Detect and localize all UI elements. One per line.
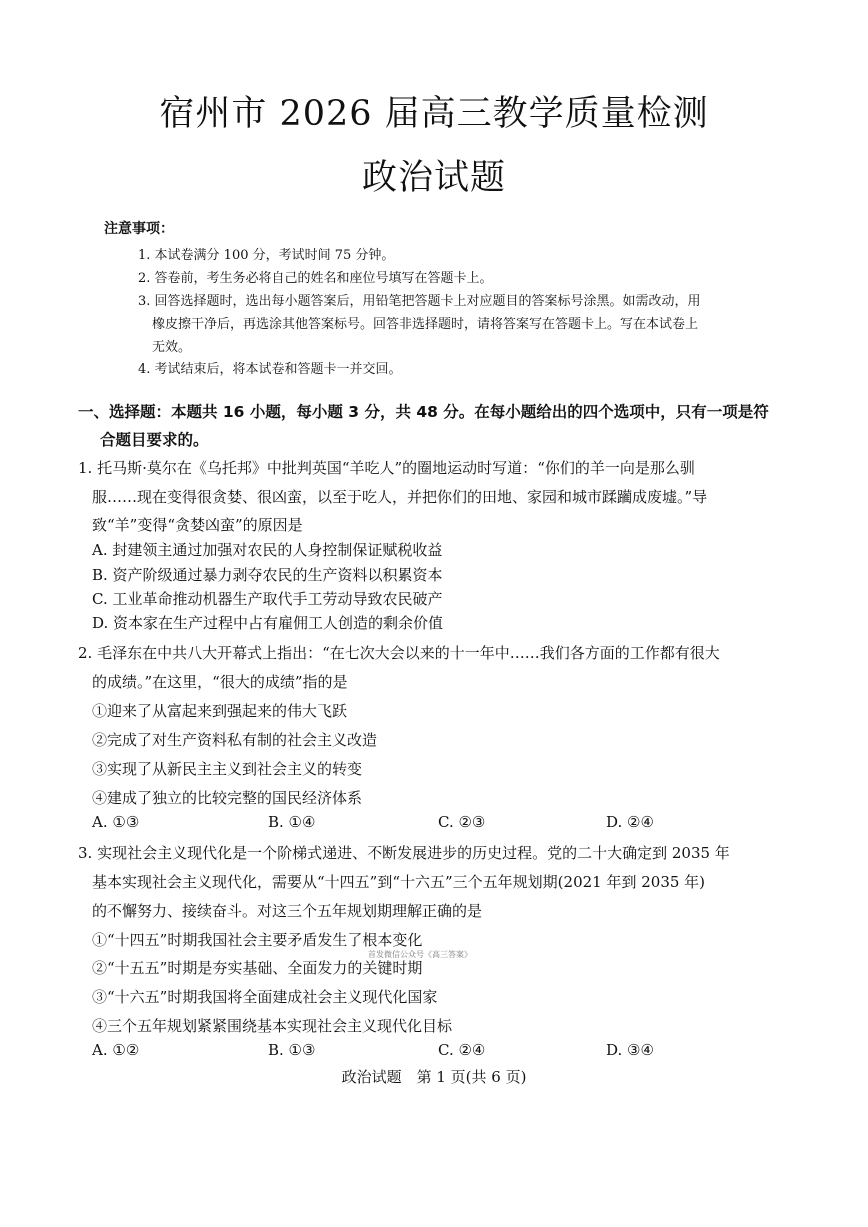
notice-item: 1. 本试卷满分 100 分，考试时间 75 分钟。: [138, 248, 395, 263]
q2-choice-c: C. ②③: [438, 813, 486, 831]
q3-choice-c: C. ②④: [438, 1041, 486, 1059]
watermark: 首发微信公众号《高三答案》: [368, 950, 472, 959]
q3-item: ④三个五年规划紧紧围绕基本实现社会主义现代化目标: [92, 1017, 453, 1035]
exam-title: 宿州市 2026 届高三教学质量检测: [159, 94, 709, 134]
q2-choice-d: D. ②④: [606, 813, 654, 831]
section-heading-cont: 合题目要求的。: [100, 431, 209, 449]
q1-option-a: A. 封建领主通过加强对农民的人身控制保证赋税收益: [92, 541, 443, 559]
q2-stem-line: 2. 毛泽东在中共八大开幕式上指出：“在七次大会以来的十一年中……我们各方面的工作都有很大: [78, 644, 720, 662]
q2-stem-line: 的成绩。”在这里，“很大的成绩”指的是: [92, 673, 348, 691]
q1-stem-line: 致“羊”变得“贪婪凶蛮”的原因是: [92, 516, 303, 534]
exam-subtitle: 政治试题: [361, 158, 506, 198]
page-footer: 政治试题 第 1 页(共 6 页): [341, 1068, 527, 1086]
q3-item: ①“十四五”时期我国社会主要矛盾发生了根本变化: [92, 931, 423, 949]
q2-item: ②完成了对生产资料私有制的社会主义改造: [92, 731, 378, 749]
q1-option-b: B. 资产阶级通过暴力剥夺农民的生产资料以积累资本: [92, 566, 443, 584]
notice-item: 3. 回答选择题时，选出每小题答案后，用铅笔把答题卡上对应题目的答案标号涂黑。如需改动，用: [138, 294, 701, 309]
section-heading: 一、选择题：本题共 16 小题，每小题 3 分，共 48 分。在每小题给出的四个选项中，只有一项是符: [78, 403, 769, 421]
q1-option-c: C. 工业革命推动机器生产取代手工劳动导致农民破产: [92, 590, 443, 608]
q3-choice-d: D. ③④: [606, 1041, 654, 1059]
q2-item: ①迎来了从富起来到强起来的伟大飞跃: [92, 702, 348, 720]
q3-choice-b: B. ①③: [268, 1041, 316, 1059]
q3-item: ②“十五五”时期是夯实基础、全面发力的关键时期: [92, 959, 423, 977]
notice-item: 2. 答卷前，考生务必将自己的姓名和座位号填写在答题卡上。: [138, 271, 493, 286]
q3-choice-a: A. ①②: [92, 1041, 140, 1059]
q2-item: ④建成了独立的比较完整的国民经济体系: [92, 789, 363, 807]
q2-choice-a: A. ①③: [92, 813, 140, 831]
notice-item: 4. 考试结束后，将本试卷和答题卡一并交回。: [138, 362, 402, 377]
q1-option-d: D. 资本家在生产过程中占有雇佣工人创造的剩余价值: [92, 614, 444, 632]
q1-stem-line: 服……现在变得很贪婪、很凶蛮，以至于吃人，并把你们的田地、家园和城市蹂躏成废墟。”导: [92, 488, 708, 506]
q1-stem-line: 1. 托马斯·莫尔在《乌托邦》中批判英国“羊吃人”的圈地运动时写道：“你们的羊一向是那么驯: [78, 459, 695, 477]
q2-choice-b: B. ①④: [268, 813, 316, 831]
q3-stem-line: 3. 实现社会主义现代化是一个阶梯式递进、不断发展进步的历史过程。党的二十大确定到 2035 年: [78, 844, 730, 862]
notice-heading: 注意事项：: [104, 221, 174, 237]
notice-item-cont: 橡皮擦干净后，再选涂其他答案标号。回答非选择题时，请将答案写在答题卡上。写在本试卷上: [152, 317, 699, 332]
notice-item-cont: 无效。: [152, 340, 192, 355]
q3-item: ③“十六五”时期我国将全面建成社会主义现代化国家: [92, 988, 438, 1006]
q3-stem-line: 的不懈努力、接续奋斗。对这三个五年规划期理解正确的是: [92, 902, 483, 920]
q3-stem-line: 基本实现社会主义现代化，需要从“十四五”到“十六五”三个五年规划期(2021 年到 2035 年): [92, 873, 706, 891]
q2-item: ③实现了从新民主主义到社会主义的转变: [92, 760, 363, 778]
